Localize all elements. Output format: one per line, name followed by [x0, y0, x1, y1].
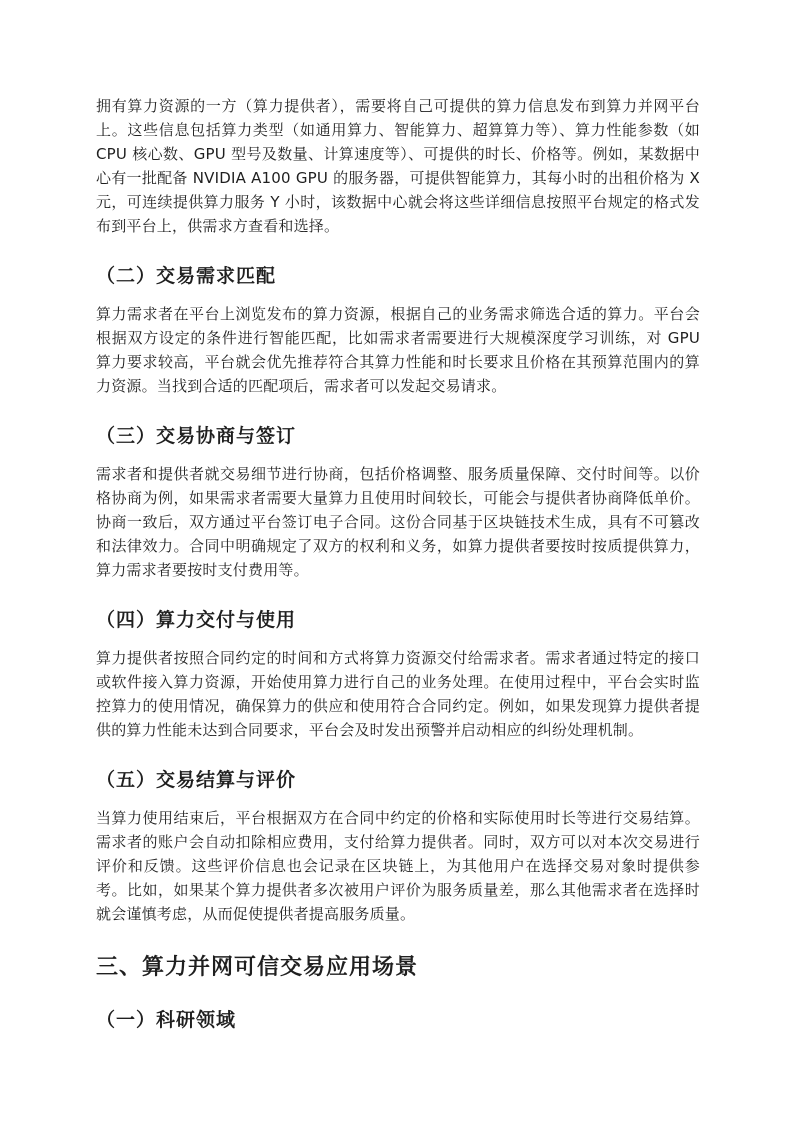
section-heading-settlement-evaluation: （五）交易结算与评价	[96, 769, 297, 791]
document-page	[96, 94, 700, 1034]
section-heading-negotiation-signing: （三）交易协商与签订	[96, 425, 297, 447]
section-heading-research-field: （一）科研领域	[96, 1009, 237, 1031]
section-heading-delivery-usage: （四）算力交付与使用	[96, 609, 297, 631]
section-paragraph-delivery-usage: 算力提供者按照合同约定的时间和方式将算力资源交付给需求者。需求者通过特定的接口或软件接入算力资源，开始使用算力进行自己的业务处理。在使用过程中，平台会实时监控算力的使用情况，确保算力的供应和使用符合合同约定。例如，如果发现算力提供者提供的算力性能未达到合同要求，平台会及时发出预警并启动相应的纠纷处理机制。	[96, 649, 700, 739]
section-paragraph-negotiation-signing: 需求者和提供者就交易细节进行协商，包括价格调整、服务质量保障、交付时间等。以价格协商为例，如果需求者需要大量算力且使用时间较长，可能会与提供者协商降低单价。协商一致后，双方通过平台签订电子合同。这份合同基于区块链技术生成，具有不可篡改和法律效力。合同中明确规定了双方的权利和义务，如算力提供者要按时按质提供算力，算力需求者要按时支付费用等。	[96, 465, 700, 579]
chapter-heading-application-scenarios: 三、算力并网可信交易应用场景	[96, 955, 419, 980]
intro-paragraph: 拥有算力资源的一方（算力提供者），需要将自己可提供的算力信息发布到算力并网平台上。这些信息包括算力类型（如通用算力、智能算力、超算算力等）、算力性能参数（如 CPU 核心数、GPU 型号及数量、计算速度等）、可提供的时长、价格等。例如，某数据中心有一批配备 NVIDIA A100 GPU 的服务器，可提供智能算力，其每小时的出租价格为 X 元，可连续提供算力服务 Y 小时，该数据中心就会将这些详细信息按照平台规定的格式发布到平台上，供需求方查看和选择。	[96, 97, 700, 235]
section-paragraph-demand-matching: 算力需求者在平台上浏览发布的算力资源，根据自己的业务需求筛选合适的算力。平台会根据双方设定的条件进行智能匹配，比如需求者需要进行大规模深度学习训练，对 GPU 算力要求较高，平台就会优先推荐符合其算力性能和时长要求且价格在其预算范围内的算力资源。当找到合适的匹配项后，需求者可以发起交易请求。	[96, 305, 700, 395]
section-paragraph-settlement-evaluation: 当算力使用结束后，平台根据双方在合同中约定的价格和实际使用时长等进行交易结算。需求者的账户会自动扣除相应费用，支付给算力提供者。同时，双方可以对本次交易进行评价和反馈。这些评价信息也会记录在区块链上，为其他用户在选择交易对象时提供参考。比如，如果某个算力提供者多次被用户评价为服务质量差，那么其他需求者在选择时就会谨慎考虑，从而促使提供者提高服务质量。	[96, 809, 700, 923]
section-heading-demand-matching: （二）交易需求匹配	[96, 265, 277, 287]
